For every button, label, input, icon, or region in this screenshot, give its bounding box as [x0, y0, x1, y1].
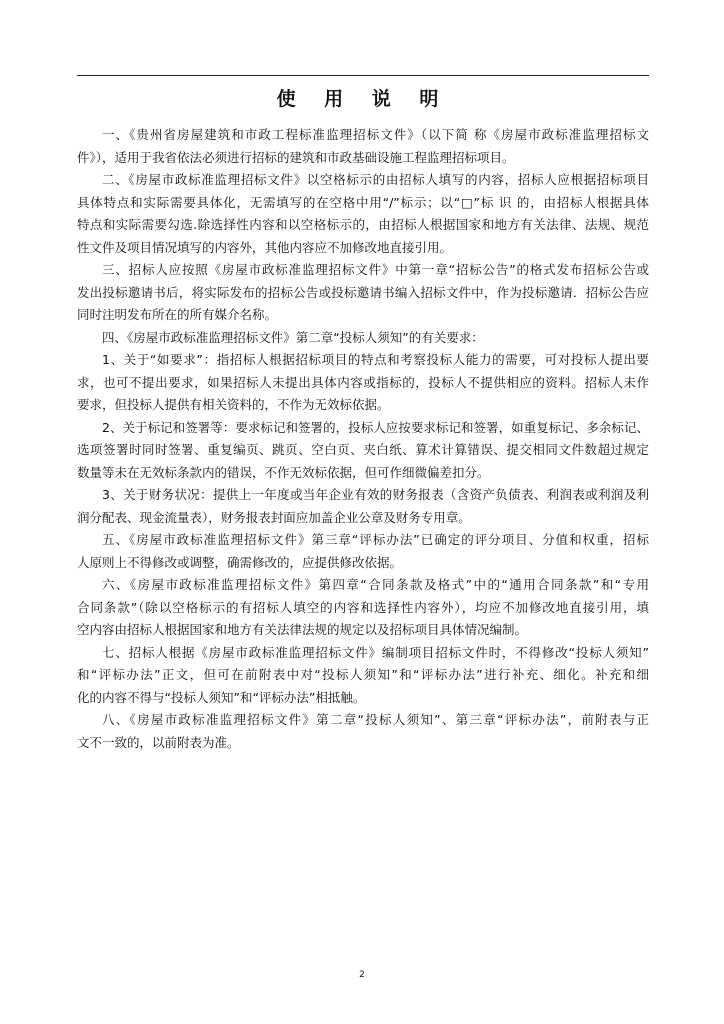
paragraph-7: [77, 484, 649, 529]
header-rule: [77, 75, 649, 76]
text-line: 合同条款”（除以空格标示的有招标人填空的内容和选择性内容外），均应不加修改地直接引用，填: [77, 599, 649, 615]
text-line: 1、关于“如要求”：指招标人根据招标项目的特点和考察投标人能力的需要，可对投标人提出要: [102, 352, 649, 367]
text-line: 人原则上不得修改或调整，确需修改的，应提供修改依据。: [77, 554, 403, 570]
text-line: 五、《房屋市政标准监理招标文件》第三章“评标办法”已确定的评分项目、分值和权重，招标: [102, 532, 649, 547]
paragraph-9: [77, 574, 649, 642]
text-line: 三、招标人应按照《房屋市政标准监理招标文件》中第一章“招标公告”的格式发布招标公告或: [102, 262, 649, 277]
paragraph-1: [77, 124, 649, 169]
paragraph-11: [77, 709, 649, 754]
text-line: 化的内容不得与“投标人须知”和“评标办法”相抵触。: [77, 689, 366, 705]
text-line: 件》），适用于我省依法必须进行招标的建筑和市政基础设施工程监理招标项目。: [77, 149, 515, 165]
text-line: 2、关于标记和签署等：要求标记和签署的，投标人应按要求标记和签署，如重复标记、多余标记、: [102, 419, 649, 435]
text-line: 六、《房屋市政标准监理招标文件》第四章“合同条款及格式”中的“通用合同条款”和“专用: [102, 577, 649, 592]
text-line: 空内容由招标人根据国家和地方有关法律法规的规定以及招标项目具体情况编制。: [77, 622, 528, 637]
text-line: 3、关于财务状况：提供上一年度或当年企业有效的财务报表（含资产负债表、利润表或利润及利: [102, 487, 649, 502]
paragraph-10: [77, 642, 649, 710]
paragraph-6: [77, 417, 649, 485]
text-line: 具体特点和实际需要具体化，无需填写的在空格中用“/”标示；以“□”标 识 的，由招标人根据具体: [77, 194, 649, 210]
text-line: 性文件及项目情况填写的内容外，其他内容应不加修改地直接引用。: [77, 239, 453, 255]
text-line: 和“评标办法”正文，但可在前附表中对“投标人须知”和“评标办法”进行补充、细化。补充和细: [77, 667, 649, 682]
text-line: 选项签署时同时签署、重复编页、跳页、空白页、夹白纸、算术计算错误、提交相同文件数超过规定: [77, 442, 649, 457]
text-line: 要求，但投标人提供有相关资料的，不作为无效标依据。: [77, 397, 390, 412]
text-line: 特点和实际需要勾选.除选择性内容和以空格标示的，由招标人根据国家和地方有关法律、法规、规范: [77, 217, 649, 232]
text-line: 一、《贵州省房屋建筑和市政工程标准监理招标文件》（以下简 称《房屋市政标准监理招标文: [102, 127, 649, 142]
paragraph-8: [77, 529, 649, 574]
text-line: 同时注明发布所在的所有媒介名称。: [77, 307, 278, 322]
document-body: [77, 124, 649, 754]
paragraph-2: [77, 169, 649, 259]
paragraph-5: [77, 349, 649, 417]
text-line: 七、招标人根据《房屋市政标准监理招标文件》编制项目招标文件时，不得修改“投标人须知”: [102, 644, 649, 660]
text-line: 四、《房屋市政标准监理招标文件》第二章“投标人须知”的有关要求：: [102, 329, 484, 345]
text-line: 润分配表、现金流量表），财务报表封面应加盖企业公章及财务专用章。: [77, 509, 471, 525]
text-line: 发出投标邀请书后，将实际发布的招标公告或投标邀请书编入招标文件中，作为投标邀请．招标公告应: [77, 284, 649, 300]
page-title: 使 用 说 明: [276, 88, 450, 110]
page-number: 2: [359, 970, 365, 980]
text-line: 八、《房屋市政标准监理招标文件》第二章“投标人须知”、第三章“评标办法”，前附表与正: [102, 712, 649, 727]
paragraph-4: [77, 327, 649, 350]
text-line: 二、《房屋市政标准监理招标文件》以空格标示的由招标人填写的内容，招标人应根据招标项目: [102, 172, 649, 187]
text-line: 文不一致的，以前附表为准。: [77, 734, 240, 750]
text-line: 数量等未在无效标条款内的错误，不作无效标依据，但可作细微偏差扣分。: [77, 464, 490, 480]
paragraph-3: [77, 259, 649, 327]
text-line: 求，也可不提出要求，如果招标人未提出具体内容或指标的，投标人不提供相应的资料。招标人未作: [77, 374, 649, 390]
